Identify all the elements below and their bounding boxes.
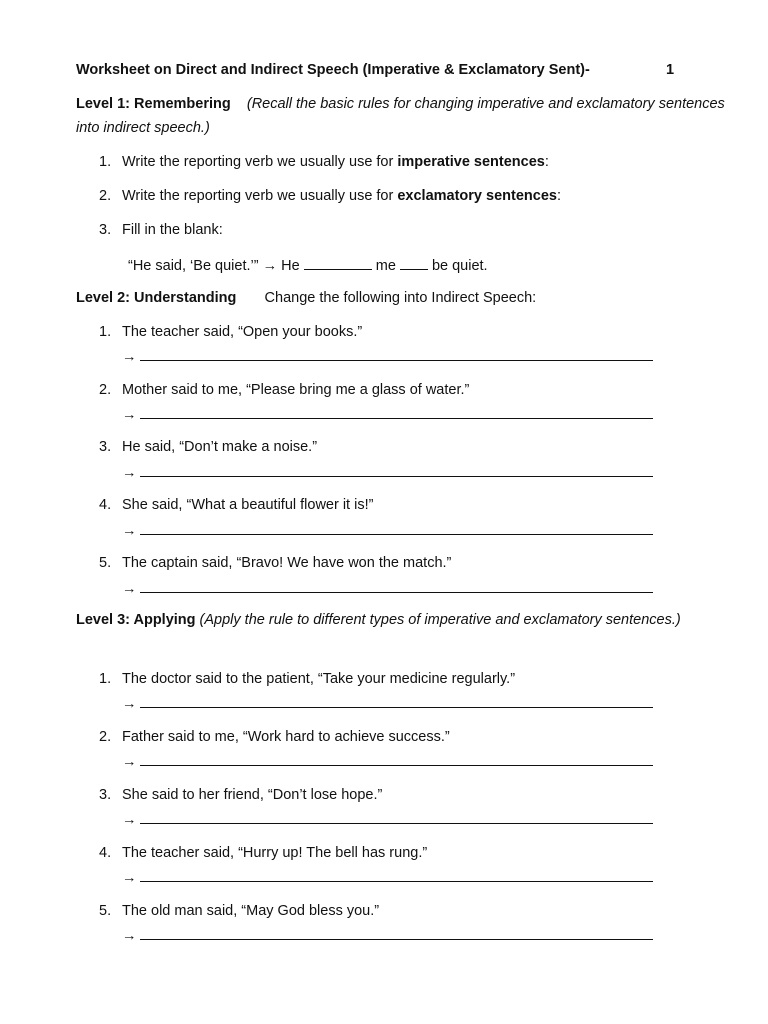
answer-blank[interactable] — [140, 578, 653, 593]
answer-line[interactable] — [122, 346, 653, 367]
level3-note: (Apply the rule to different types of imperative and exclamatory sentences.) — [199, 612, 681, 628]
item-number: 5. — [99, 903, 112, 919]
answer-blank[interactable] — [140, 346, 653, 361]
arrow-icon: → — [122, 696, 137, 712]
answer-blank[interactable] — [140, 462, 653, 477]
item-number: 4. — [99, 845, 112, 861]
item-text: Write the reporting verb we usually use for — [122, 154, 398, 170]
arrow-icon: → — [122, 523, 137, 539]
item-text: Father said to me, “Work hard to achieve success.” — [122, 729, 450, 745]
answer-blank[interactable] — [140, 867, 653, 882]
level1-header — [76, 92, 726, 140]
fill-word: He — [281, 258, 300, 274]
item-number: 2. — [99, 729, 112, 745]
item-tail: : — [556, 188, 561, 204]
page-number: 1 — [666, 62, 675, 78]
level1-item — [99, 220, 699, 240]
arrow-icon: → — [122, 812, 137, 828]
arrow-icon: → — [262, 258, 278, 274]
answer-line[interactable] — [122, 925, 653, 946]
level1-heading: Level 1: Remembering — [76, 96, 231, 112]
item-bold: imperative sentences — [397, 154, 545, 170]
item-text: She said, “What a beautiful flower it is!” — [122, 497, 374, 513]
item-text: Write the reporting verb we usually use for — [122, 188, 398, 204]
item-text: Fill in the blank: — [122, 222, 223, 238]
level3-item — [99, 843, 699, 863]
fill-word: me — [375, 258, 396, 274]
item-number: 5. — [99, 555, 112, 571]
item-number: 4. — [99, 497, 112, 513]
answer-blank[interactable] — [140, 693, 653, 708]
page-title — [76, 62, 696, 78]
title-text: Worksheet on Direct and Indirect Speech (Imperative & Exclamatory Sent)- — [76, 62, 590, 78]
level2-item — [99, 380, 699, 400]
item-number: 1. — [99, 154, 112, 170]
level3-heading: Level 3: Applying — [76, 612, 196, 628]
answer-line[interactable] — [122, 462, 653, 483]
item-text: He said, “Don’t make a noise.” — [122, 439, 318, 455]
level2-item — [99, 437, 699, 457]
item-text: She said to her friend, “Don’t lose hope.” — [122, 787, 383, 803]
item-number: 1. — [99, 671, 112, 687]
level1-note: (Recall the basic rules for changing imperative and exclamatory sentences into indirect speech.) — [76, 96, 725, 136]
arrow-icon: → — [122, 407, 137, 423]
answer-line[interactable] — [122, 867, 653, 888]
level1-item — [99, 152, 699, 172]
item-text: The doctor said to the patient, “Take your medicine regularly.” — [122, 671, 516, 687]
item-number: 3. — [99, 439, 112, 455]
blank-field[interactable] — [400, 255, 428, 270]
item-text: Mother said to me, “Please bring me a glass of water.” — [122, 382, 470, 398]
answer-line[interactable] — [122, 578, 653, 599]
answer-blank[interactable] — [140, 404, 653, 419]
level2-heading: Level 2: Understanding — [76, 290, 237, 306]
level3-header — [76, 608, 726, 632]
level2-instruction: Change the following into Indirect Speech: — [264, 290, 537, 306]
answer-line[interactable] — [122, 693, 653, 714]
level1-item — [99, 186, 699, 206]
level3-item — [99, 785, 699, 805]
answer-blank[interactable] — [140, 520, 653, 535]
item-bold: exclamatory sentences — [397, 188, 557, 204]
item-text: The teacher said, “Hurry up! The bell has rung.” — [122, 845, 428, 861]
level3-item — [99, 669, 699, 689]
level2-item — [99, 553, 699, 573]
fill-blank-line — [128, 255, 488, 276]
item-text: The teacher said, “Open your books.” — [122, 324, 363, 340]
level2-item — [99, 495, 699, 515]
blank-field[interactable] — [304, 255, 372, 270]
item-number: 3. — [99, 222, 112, 238]
answer-line[interactable] — [122, 751, 653, 772]
arrow-icon: → — [122, 349, 137, 365]
item-text: The old man said, “May God bless you.” — [122, 903, 380, 919]
level2-header — [76, 286, 726, 310]
arrow-icon: → — [122, 928, 137, 944]
answer-blank[interactable] — [140, 925, 653, 940]
item-number: 2. — [99, 188, 112, 204]
level3-item — [99, 727, 699, 747]
item-text: The captain said, “Bravo! We have won the match.” — [122, 555, 452, 571]
answer-line[interactable] — [122, 404, 653, 425]
level3-item — [99, 901, 699, 921]
arrow-icon: → — [122, 581, 137, 597]
level2-item — [99, 322, 699, 342]
answer-blank[interactable] — [140, 809, 653, 824]
fill-quote: “He said, ‘Be quiet.’” — [128, 258, 259, 274]
item-number: 3. — [99, 787, 112, 803]
arrow-icon: → — [122, 754, 137, 770]
fill-word: be quiet. — [431, 258, 488, 274]
answer-line[interactable] — [122, 520, 653, 541]
answer-line[interactable] — [122, 809, 653, 830]
item-number: 1. — [99, 324, 112, 340]
arrow-icon: → — [122, 870, 137, 886]
answer-blank[interactable] — [140, 751, 653, 766]
arrow-icon: → — [122, 465, 137, 481]
item-tail: : — [544, 154, 549, 170]
item-number: 2. — [99, 382, 112, 398]
